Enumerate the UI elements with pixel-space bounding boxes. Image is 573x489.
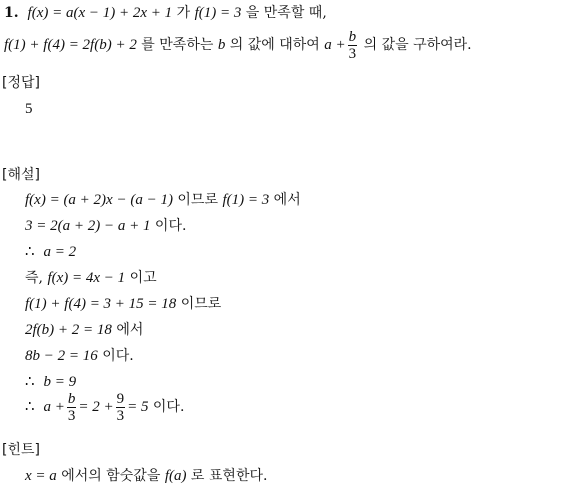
therefore-symbol: ∴ bbox=[25, 374, 35, 390]
problem-line-1: 1. f(x) = a(x − 1) + 2x + 1 가 f(1) = 3 을 만족할 때, bbox=[4, 5, 327, 21]
solution-step-1: f(x) = (a + 2)x − (a − 1) 이므로 f(1) = 3 에서 bbox=[25, 192, 301, 208]
therefore-symbol: ∴ bbox=[25, 399, 35, 415]
solution-step-7: 8b − 2 = 16 이다. bbox=[25, 348, 134, 364]
answer-heading: [정답] bbox=[2, 75, 40, 91]
solution-step-5: f(1) + f(4) = 3 + 15 = 18 이므로 bbox=[25, 296, 222, 312]
solution-step-6: 2f(b) + 2 = 18 에서 bbox=[25, 322, 144, 338]
condition-equation: f(1) + f(4) = 2f(b) + 2 bbox=[4, 37, 137, 53]
therefore-symbol: ∴ bbox=[25, 244, 35, 260]
hint-text: x = a 에서의 함숫값을 f(a) 로 표현한다. bbox=[25, 468, 268, 484]
problem-line-2: f(1) + f(4) = 2f(b) + 2 를 만족하는 b 의 값에 대하여 a + $\frac{b}{3}$ 의 값을 구하여라. bbox=[4, 28, 472, 62]
hint-heading: [힌트] bbox=[2, 442, 40, 458]
condition-f1: f(1) = 3 bbox=[194, 5, 242, 21]
answer-value: 5 bbox=[25, 101, 33, 117]
problem-number: 1. bbox=[4, 5, 19, 21]
solution-step-2: 3 = 2(a + 2) − a + 1 이다. bbox=[25, 218, 187, 234]
solution-step-4: 즉, f(x) = 4x − 1 이고 bbox=[25, 270, 157, 286]
solution-step-8: ∴ b = 9 bbox=[25, 374, 77, 390]
solution-step-9: ∴ a + $\frac{b}{3}$ = 2 + $\frac{9}{3}$ = 5 이다. bbox=[25, 390, 185, 424]
fraction-b-over-3: $\frac{b}{3}$ bbox=[67, 390, 76, 424]
fraction-b-over-3: $\frac{b}{3}$ bbox=[348, 28, 357, 62]
fraction-9-over-3: $\frac{9}{3}$ bbox=[116, 390, 125, 424]
solution-step-3: ∴ a = 2 bbox=[25, 244, 77, 260]
solution-heading: [해설] bbox=[2, 167, 40, 183]
function-definition: f(x) = a(x − 1) + 2x + 1 bbox=[27, 5, 173, 21]
